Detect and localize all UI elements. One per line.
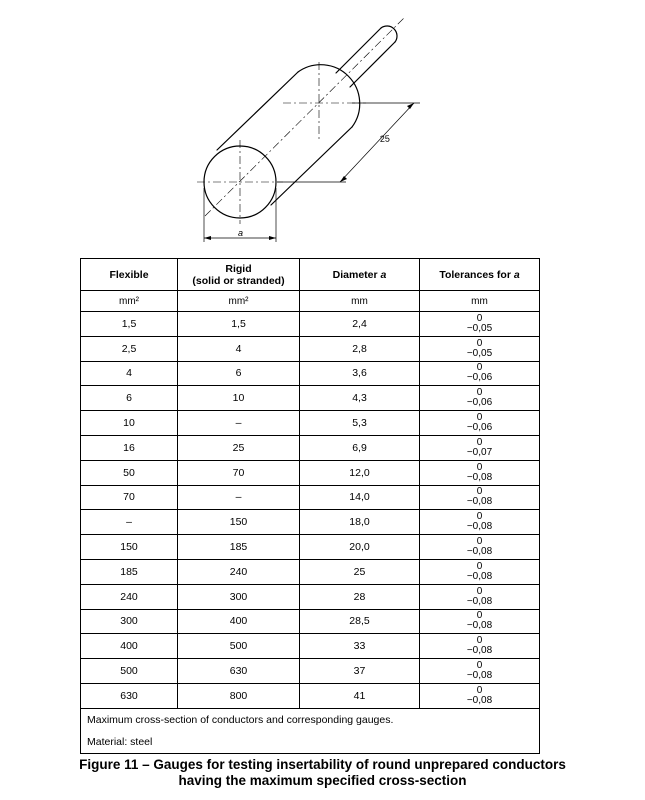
cell-tolerance [420, 510, 540, 535]
cell-diameter: 18,0 [300, 510, 420, 535]
unit-flexible: mm² [81, 291, 178, 312]
gauge-shaft-edge-lower [350, 42, 395, 87]
cell-diameter: 3,6 [300, 361, 420, 386]
cell-rigid: 630 [178, 659, 300, 684]
tolerance-lower: −0,08 [466, 620, 493, 632]
gauge-shaft-edge-upper [336, 28, 381, 73]
cell-rigid: 185 [178, 535, 300, 560]
tolerance-upper: 0 [476, 387, 483, 399]
tolerance-lower: −0,08 [466, 546, 493, 558]
cell-tolerance [420, 460, 540, 485]
header-flexible: Flexible [81, 259, 178, 291]
cell-rigid: 240 [178, 559, 300, 584]
cell-rigid: 150 [178, 510, 300, 535]
cell-rigid: 1,5 [178, 312, 300, 337]
diameter-arrow-left [204, 236, 211, 240]
cell-diameter: 12,0 [300, 460, 420, 485]
cell-diameter: 33 [300, 634, 420, 659]
length-arrow-top [407, 103, 414, 109]
cell-flexible: 50 [81, 460, 178, 485]
tolerance-upper: 0 [476, 436, 483, 448]
cell-rigid: 70 [178, 460, 300, 485]
cell-diameter: 25 [300, 559, 420, 584]
tolerance-lower: −0,07 [466, 446, 493, 458]
caption-line-2: having the maximum specified cross-section [178, 773, 467, 788]
tolerance-lower: −0,06 [466, 422, 493, 434]
cell-tolerance [420, 386, 540, 411]
length-dimension-line [340, 103, 414, 182]
cell-tolerance [420, 312, 540, 337]
unit-rigid: mm² [178, 291, 300, 312]
cell-flexible: 16 [81, 435, 178, 460]
table-row [81, 460, 540, 485]
unit-diameter: mm [300, 291, 420, 312]
cell-rigid: – [178, 485, 300, 510]
length-arrow-bottom [340, 176, 347, 182]
cell-flexible: 400 [81, 634, 178, 659]
cell-diameter: 41 [300, 683, 420, 708]
cell-tolerance [420, 535, 540, 560]
table-row [81, 634, 540, 659]
cell-tolerance [420, 411, 540, 436]
diameter-arrow-right [269, 236, 276, 240]
cell-tolerance [420, 336, 540, 361]
table-note-material: Material: steel [81, 731, 540, 754]
header-rigid: Rigid (solid or stranded) [178, 259, 300, 291]
cell-diameter: 14,0 [300, 485, 420, 510]
tolerance-lower: −0,05 [466, 347, 493, 359]
cell-flexible: 6 [81, 386, 178, 411]
table-note-gauges: Maximum cross-section of conductors and corresponding gauges. [81, 708, 540, 731]
cell-flexible: 4 [81, 361, 178, 386]
table-row [81, 435, 540, 460]
tolerance-upper: 0 [476, 635, 483, 647]
tolerance-upper: 0 [476, 660, 483, 672]
tolerance-upper: 0 [476, 511, 483, 523]
cell-rigid: 6 [178, 361, 300, 386]
cell-flexible: 1,5 [81, 312, 178, 337]
gauge-drawing [0, 0, 645, 255]
tolerance-upper: 0 [476, 684, 483, 696]
cell-rigid: 25 [178, 435, 300, 460]
figure-caption [0, 757, 645, 789]
tolerance-lower: −0,06 [466, 372, 493, 384]
table-row [81, 609, 540, 634]
tolerance-upper: 0 [476, 610, 483, 622]
tolerance-lower: −0,08 [466, 595, 493, 607]
cell-flexible: 500 [81, 659, 178, 684]
table-row [81, 485, 540, 510]
cell-flexible: 630 [81, 683, 178, 708]
cell-tolerance [420, 435, 540, 460]
cell-tolerance [420, 584, 540, 609]
cell-tolerance [420, 659, 540, 684]
tolerance-upper: 0 [476, 362, 483, 374]
cell-rigid: 4 [178, 336, 300, 361]
table-row [81, 386, 540, 411]
cell-rigid: 10 [178, 386, 300, 411]
tolerance-upper: 0 [476, 312, 483, 324]
tolerance-lower: −0,08 [466, 694, 493, 706]
cell-rigid: – [178, 411, 300, 436]
table-row [81, 535, 540, 560]
tolerance-upper: 0 [476, 486, 483, 498]
cell-tolerance [420, 609, 540, 634]
cell-flexible: 150 [81, 535, 178, 560]
cell-diameter: 37 [300, 659, 420, 684]
table-row [81, 312, 540, 337]
cell-diameter: 5,3 [300, 411, 420, 436]
cell-rigid: 300 [178, 584, 300, 609]
tolerance-lower: −0,08 [466, 471, 493, 483]
unit-tolerances: mm [420, 291, 540, 312]
cell-flexible: 10 [81, 411, 178, 436]
gauge-table [80, 258, 540, 754]
cell-diameter: 20,0 [300, 535, 420, 560]
table-row [81, 559, 540, 584]
cell-diameter: 2,4 [300, 312, 420, 337]
cell-tolerance [420, 683, 540, 708]
table-row [81, 510, 540, 535]
tolerance-upper: 0 [476, 412, 483, 424]
cell-rigid: 500 [178, 634, 300, 659]
tolerance-upper: 0 [476, 461, 483, 473]
cell-flexible: 70 [81, 485, 178, 510]
tolerance-lower: −0,08 [466, 670, 493, 682]
table-row [81, 584, 540, 609]
cell-diameter: 2,8 [300, 336, 420, 361]
cell-rigid: 800 [178, 683, 300, 708]
header-diameter: Diameter a [300, 259, 420, 291]
table-body [81, 312, 540, 709]
gauge-shaft-end [381, 26, 397, 42]
gauge-body-edge-lower [271, 127, 352, 205]
gauge-body-edge-upper [217, 72, 298, 150]
cell-tolerance [420, 361, 540, 386]
table-row [81, 411, 540, 436]
tolerance-upper: 0 [476, 585, 483, 597]
cell-tolerance [420, 634, 540, 659]
tolerance-upper: 0 [476, 560, 483, 572]
cell-diameter: 28,5 [300, 609, 420, 634]
tolerance-upper: 0 [476, 536, 483, 548]
tolerance-lower: −0,05 [466, 322, 493, 334]
diameter-dimension-label: a [238, 228, 244, 238]
table-row [81, 336, 540, 361]
cell-diameter: 28 [300, 584, 420, 609]
cell-diameter: 4,3 [300, 386, 420, 411]
tolerance-lower: −0,08 [466, 570, 493, 582]
table-row [81, 659, 540, 684]
table-row [81, 361, 540, 386]
gauge-body-far-end [298, 65, 360, 127]
cell-flexible: 2,5 [81, 336, 178, 361]
cell-diameter: 6,9 [300, 435, 420, 460]
length-dimension-label: 25 [379, 133, 391, 144]
tolerance-lower: −0,06 [466, 397, 493, 409]
cell-flexible: 240 [81, 584, 178, 609]
cell-flexible: 300 [81, 609, 178, 634]
cell-flexible: 185 [81, 559, 178, 584]
centre-axis [205, 17, 405, 216]
cell-flexible: – [81, 510, 178, 535]
table-row [81, 683, 540, 708]
cell-tolerance [420, 485, 540, 510]
tolerance-lower: −0,08 [466, 496, 493, 508]
header-tolerances: Tolerances for a [420, 259, 540, 291]
tolerance-upper: 0 [476, 337, 483, 349]
cell-tolerance [420, 559, 540, 584]
cell-rigid: 400 [178, 609, 300, 634]
tolerance-lower: −0,08 [466, 645, 493, 657]
tolerance-lower: −0,08 [466, 521, 493, 533]
caption-line-1: Figure 11 – Gauges for testing insertability of round unprepared conductors [79, 757, 566, 772]
